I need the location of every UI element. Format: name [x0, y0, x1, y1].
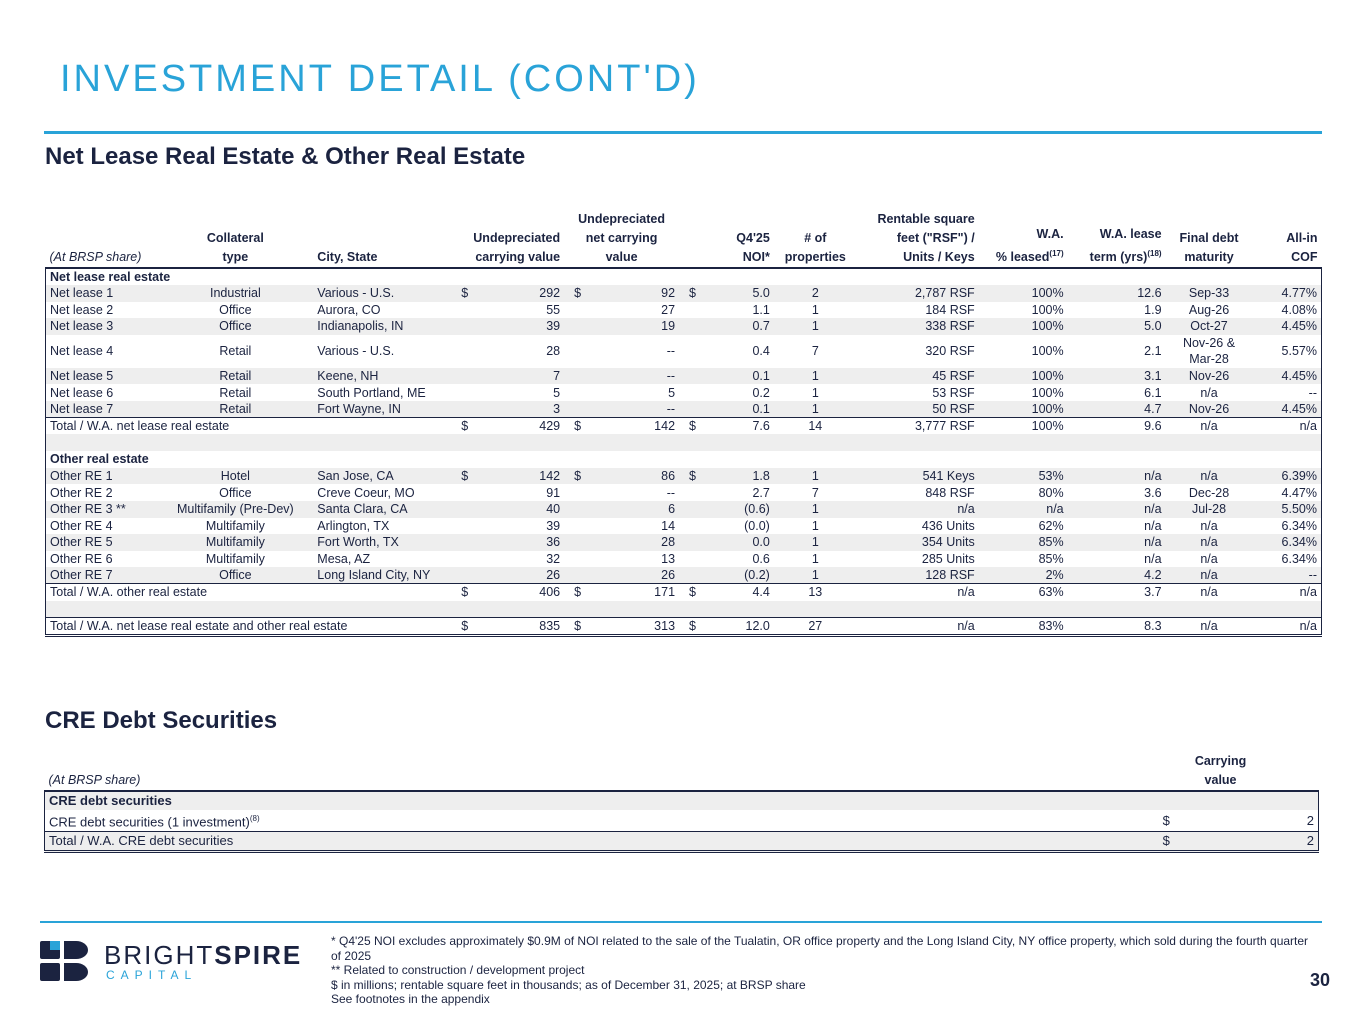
table-row: Other RE 2 Office Creve Coeur, MO 91 -- 2.7 7 848 RSF 80% 3.6 Dec-28 4.47%: [46, 484, 1322, 501]
total-row-cre: Total / W.A. CRE debt securities $ 2: [45, 832, 1319, 852]
col-lease-term: W.A. lease term (yrs)$^{(18)}$: [1089, 226, 1162, 264]
logo-subtitle: CAPITAL: [106, 968, 198, 982]
footnote: ** Related to construction / development project: [331, 963, 585, 977]
group-header-other-re: Other real estate: [46, 451, 1322, 468]
footer-divider: [40, 921, 1322, 923]
share-note: (At BRSP share): [49, 250, 142, 264]
table-header-row: [46, 210, 1322, 268]
col-rsf: Rentable square feet ("RSF") / Units / Keys: [877, 212, 975, 264]
table-row: CRE debt securities (1 investment)$^{(8)}$ $ 2: [45, 810, 1319, 832]
table-row: Net lease 6 Retail South Portland, ME 5 5 0.2 1 53 RSF 100% 6.1 n/a --: [46, 384, 1322, 401]
footnote: $ in millions; rentable square feet in thousands; as of December 31, 2025; at BRSP share: [331, 977, 806, 992]
table-row: Other RE 3 ** Multifamily (Pre-Dev) Santa Clara, CA 40 6 (0.6) 1 n/a n/a n/a Jul-28 5.50%: [46, 501, 1322, 518]
col-leased: W.A. % leased$^{(17)}$: [995, 226, 1064, 264]
group-header-cre: CRE debt securities: [45, 791, 1319, 810]
col-properties: # of properties: [784, 231, 846, 264]
net-lease-table: [45, 210, 1322, 637]
table-row: Other RE 6 Multifamily Mesa, AZ 32 13 0.6 1 285 Units 85% n/a n/a 6.34%: [46, 551, 1322, 568]
col-cof: All-in COF: [1286, 231, 1318, 264]
spacer-row: [46, 434, 1322, 451]
col-city-state: City, State: [317, 250, 378, 264]
net-lease-section-title: Net Lease Real Estate & Other Real Estate: [45, 143, 526, 170]
total-row-other-re: Total / W.A. other real estate $ 406 $ 171 $ 4.4 13 n/a 63% 3.7 n/a n/a: [46, 584, 1322, 601]
table-row: Other RE 5 Multifamily Fort Worth, TX 36 28 0.0 1 354 Units 85% n/a n/a 6.34%: [46, 534, 1322, 551]
table-row: Other RE 4 Multifamily Arlington, TX 39 14 (0.0) 1 436 Units 62% n/a n/a 6.34%: [46, 518, 1322, 535]
table-row: Net lease 1 Industrial Various - U.S. $ 292 $ 92 $ 5.0 2 2,787 RSF 100% 12.6 Sep-33 4.77%: [46, 285, 1322, 302]
table-header-row: [45, 752, 1319, 791]
brightspire-logo-mark: [40, 941, 88, 983]
col-carrying-value: Carrying value: [1194, 754, 1247, 787]
group-header-net-lease: Net lease real estate: [46, 268, 1322, 285]
col-final-maturity: Final debt maturity: [1179, 231, 1239, 264]
footnote: See footnotes in the appendix: [331, 992, 490, 1006]
cre-debt-table: [44, 752, 1319, 853]
spacer-row: [46, 601, 1322, 618]
table-row: Net lease 2 Office Aurora, CO 55 27 1.1 1 184 RSF 100% 1.9 Aug-26 4.08%: [46, 302, 1322, 319]
cre-section-title: CRE Debt Securities: [45, 707, 278, 734]
col-carrying-value: Undepreciated carrying value: [473, 231, 561, 264]
table-row: Net lease 5 Retail Keene, NH 7 -- 0.1 1 45 RSF 100% 3.1 Nov-26 4.45%: [46, 368, 1322, 385]
col-collateral-type: Collateral type: [206, 231, 264, 264]
logo-wordmark: BRIGHTSPIRE: [104, 940, 303, 970]
col-net-carrying-value: Undepreciated net carrying value: [578, 212, 665, 264]
table-row: Other RE 1 Hotel San Jose, CA $ 142 $ 86 $ 1.8 1 541 Keys 53% n/a n/a 6.39%: [46, 468, 1322, 485]
title-divider: [44, 131, 1322, 134]
table-row: Net lease 4 Retail Various - U.S. 28 -- 0.4 7 320 RSF 100% 2.1 Nov-26 & Mar-28 5.57%: [46, 335, 1322, 368]
footnote: * Q4'25 NOI excludes approximately $0.9M of NOI related to the sale of the Tualatin, OR office property and the Long Island City, NY office property, which sold during the fourth quarter of 2025: [331, 934, 1309, 963]
total-row-net-lease: Total / W.A. net lease real estate $ 429 $ 142 $ 7.6 14 3,777 RSF 100% 9.6 n/a n/a: [46, 418, 1322, 435]
table-row: Net lease 3 Office Indianapolis, IN 39 19 0.7 1 338 RSF 100% 5.0 Oct-27 4.45%: [46, 318, 1322, 335]
table-row: Net lease 7 Retail Fort Wayne, IN 3 -- 0.1 1 50 RSF 100% 4.7 Nov-26 4.45%: [46, 401, 1322, 418]
footnotes: [331, 934, 1321, 1007]
maturity-two-line: Nov-26 & Mar-28: [1182, 336, 1236, 367]
share-note: (At BRSP share): [48, 773, 141, 787]
table-row: Other RE 7 Office Long Island City, NY 26 26 (0.2) 1 128 RSF 2% 4.2 n/a --: [46, 567, 1322, 584]
page-number: 30: [1309, 970, 1330, 990]
col-noi: Q4'25 NOI*: [736, 231, 770, 264]
grand-total-row: Total / W.A. net lease real estate and other real estate $ 835 $ 313 $ 12.0 27 n/a 83% 8.3 n/a n/a: [46, 618, 1322, 636]
page-title: INVESTMENT DETAIL (CONT'D): [60, 58, 700, 100]
